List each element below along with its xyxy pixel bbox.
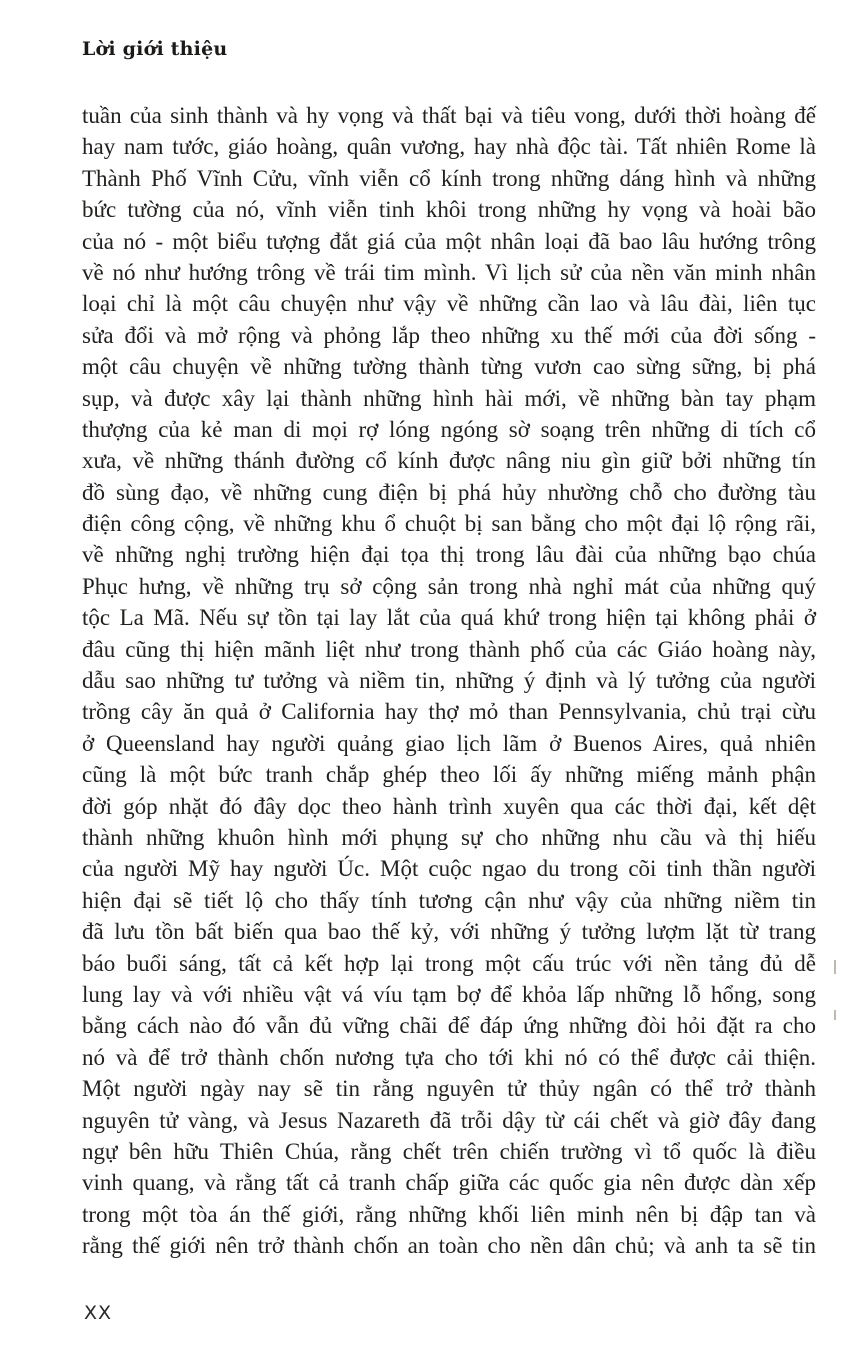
text-line: về nó như hướng trông về trái tim mình. Vì lịch sử của nền văn minh nhân [82,259,816,285]
text-line: điện công cộng, về những khu ổ chuột bị san bằng cho một đại lộ rộng rãi, [82,511,816,537]
text-line: lung lay và với nhiều vật vá víu tạm bợ để khỏa lấp những lỗ hổng, song [82,981,816,1007]
text-line: một câu chuyện về những tường thành từng vươn cao sừng sững, bị phá [82,354,816,380]
text-line: của người Mỹ hay người Úc. Một cuộc ngao du trong cõi tinh thần người [82,856,816,882]
text-line: hiện đại sẽ tiết lộ cho thấy tính tương cận như vậy của những niềm tin [82,887,816,913]
page-edge-mark [834,1010,836,1020]
text-line: đồ sùng đạo, về những cung điện bị phá hủy nhường chỗ cho đường tàu [82,479,816,505]
text-line: vinh quang, và rằng tất cả tranh chấp giữa các quốc gia nên được dàn xếp [82,1170,816,1196]
text-line: thành những khuôn hình mới phụng sự cho những nhu cầu và thị hiếu [82,824,816,850]
text-line: đời góp nhặt đó đây dọc theo hành trình xuyên qua các thời đại, kết dệt [82,793,816,819]
text-line: đâu cũng thị hiện mãnh liệt như trong thành phố của các Giáo hoàng này, [82,636,816,662]
page-edge-mark [834,960,836,974]
text-line: hay nam tước, giáo hoàng, quân vương, hay nhà độc tài. Tất nhiên Rome là [82,134,816,160]
text-line: về những nghị trường hiện đại tọa thị trong lâu đài của những bạo chúa [82,542,816,568]
text-line: sụp, và được xây lại thành những hình hài mới, về những bàn tay phạm [82,385,816,411]
text-line: đã lưu tồn bất biến qua bao thế kỷ, với những ý tưởng lượm lặt từ trang [82,919,816,945]
text-line: tuần của sinh thành và hy vọng và thất bại và tiêu vong, dưới thời hoàng đế [82,103,816,128]
text-line: bức tường của nó, vĩnh viễn tinh khôi trong những hy vọng và hoài bão [82,197,816,223]
page-number: XX [84,1302,113,1324]
text-line: trồng cây ăn quả ở California hay thợ mỏ than Pennsylvania, chủ trại cừu [82,699,816,725]
body-text [82,100,816,1261]
text-line: sửa đổi và mở rộng và phỏng lắp theo những xu thế mới của đời sống - [82,322,816,348]
text-line: Phục hưng, về những trụ sở cộng sản trong nhà nghỉ mát của những quý [82,573,816,599]
text-line: Một người ngày nay sẽ tin rằng nguyên tử thủy ngân có thể trở thành [82,1076,816,1102]
text-line: thượng của kẻ man di mọi rợ lóng ngóng sờ soạng trên những di tích cổ [82,416,816,442]
text-line: Thành Phố Vĩnh Cửu, vĩnh viễn cổ kính trong những dáng hình và những [82,165,816,191]
text-line: báo buổi sáng, tất cả kết hợp lại trong một cấu trúc với nền tảng đủ dễ [82,950,816,976]
text-line: trong một tòa án thế giới, rằng những khối liên minh nên bị đập tan và [82,1201,816,1227]
text-line: loại chỉ là một câu chuyện như vậy về những cần lao và lâu đài, liên tục [82,291,816,317]
text-line: dẫu sao những tư tưởng và niềm tin, những ý định và lý tưởng của người [82,668,816,694]
text-line: nguyên tử vàng, và Jesus Nazareth đã trỗi dậy từ cái chết và giờ đây đang [82,1107,816,1133]
running-head: Lời giới thiệu [82,38,228,60]
text-line: bằng cách nào đó vẫn đủ vững chãi để đáp ứng những đòi hỏi đặt ra cho [82,1013,816,1039]
text-line: rằng thế giới nên trở thành chốn an toàn cho nền dân chủ; và anh ta sẽ tin [82,1233,816,1259]
text-line: cũng là một bức tranh chắp ghép theo lối ấy những miếng mảnh phận [82,762,816,788]
text-line: xưa, về những thánh đường cổ kính được nâng niu gìn giữ bởi những tín [82,448,816,474]
text-line: của nó - một biểu tượng đắt giá của một nhân loại đã bao lâu hướng trông [82,228,816,254]
text-line: ngự bên hữu Thiên Chúa, rằng chết trên chiến trường vì tổ quốc là điều [82,1138,816,1164]
text-line: nó và để trở thành chốn nương tựa cho tới khi nó có thể được cải thiện. [82,1044,816,1070]
text-line: ở Queensland hay người quảng giao lịch lãm ở Buenos Aires, quả nhiên [82,730,816,756]
text-line: tộc La Mã. Nếu sự tồn tại lay lắt của quá khứ trong hiện tại không phải ở [82,605,816,631]
